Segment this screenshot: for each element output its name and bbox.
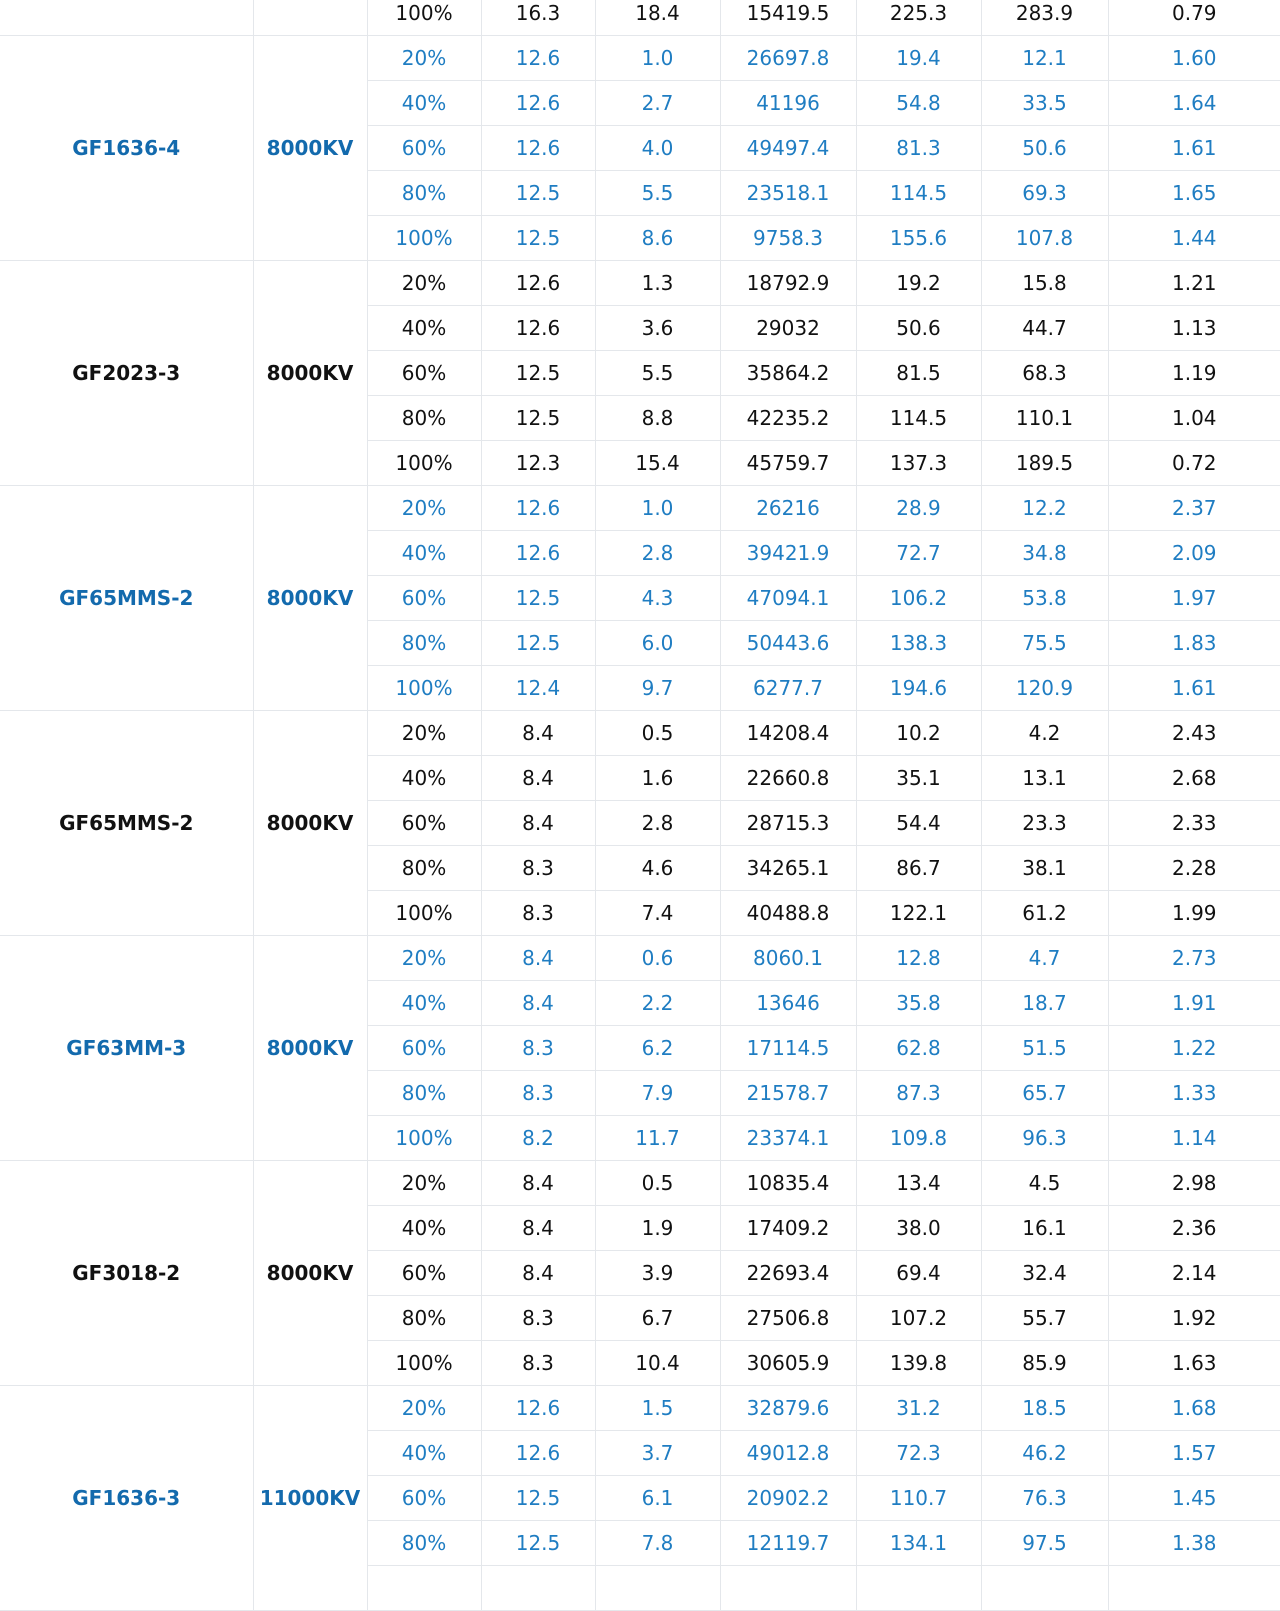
efficiency-cell: 1.19 bbox=[1108, 351, 1280, 396]
thrust-cell: 109.8 bbox=[856, 1116, 981, 1161]
voltage-cell: 12.6 bbox=[481, 1386, 595, 1431]
power-cell: 97.5 bbox=[981, 1521, 1108, 1566]
power-cell: 44.7 bbox=[981, 306, 1108, 351]
power-cell: 46.2 bbox=[981, 1431, 1108, 1476]
voltage-cell: 12.6 bbox=[481, 486, 595, 531]
throttle-cell: 60% bbox=[367, 1026, 481, 1071]
rpm-cell: 17114.5 bbox=[720, 1026, 856, 1071]
current-cell: 2.7 bbox=[595, 81, 720, 126]
efficiency-cell: 2.98 bbox=[1108, 1161, 1280, 1206]
efficiency-cell: 0.72 bbox=[1108, 441, 1280, 486]
current-cell: 9.7 bbox=[595, 666, 720, 711]
current-cell: 5.5 bbox=[595, 351, 720, 396]
power-cell: 120.9 bbox=[981, 666, 1108, 711]
efficiency-cell: 1.38 bbox=[1108, 1521, 1280, 1566]
thrust-cell bbox=[856, 1566, 981, 1611]
rpm-cell: 45759.7 bbox=[720, 441, 856, 486]
rpm-cell: 10835.4 bbox=[720, 1161, 856, 1206]
throttle-cell: 100% bbox=[367, 1341, 481, 1386]
throttle-cell: 100% bbox=[367, 441, 481, 486]
thrust-cell: 110.7 bbox=[856, 1476, 981, 1521]
thrust-cell: 31.2 bbox=[856, 1386, 981, 1431]
throttle-cell: 100% bbox=[367, 891, 481, 936]
power-cell: 53.8 bbox=[981, 576, 1108, 621]
model-cell bbox=[0, 0, 253, 36]
efficiency-cell: 1.22 bbox=[1108, 1026, 1280, 1071]
throttle-cell: 80% bbox=[367, 846, 481, 891]
table-row bbox=[0, 0, 1280, 36]
voltage-cell: 8.4 bbox=[481, 711, 595, 756]
rpm-cell: 39421.9 bbox=[720, 531, 856, 576]
current-cell: 2.8 bbox=[595, 801, 720, 846]
thrust-cell: 19.4 bbox=[856, 36, 981, 81]
voltage-cell: 8.4 bbox=[481, 1206, 595, 1251]
efficiency-cell: 1.91 bbox=[1108, 981, 1280, 1026]
power-cell: 61.2 bbox=[981, 891, 1108, 936]
table-row bbox=[0, 711, 1280, 756]
efficiency-cell: 1.45 bbox=[1108, 1476, 1280, 1521]
throttle-cell: 20% bbox=[367, 936, 481, 981]
current-cell: 6.2 bbox=[595, 1026, 720, 1071]
power-cell: 38.1 bbox=[981, 846, 1108, 891]
voltage-cell: 12.5 bbox=[481, 171, 595, 216]
power-cell: 33.5 bbox=[981, 81, 1108, 126]
efficiency-cell: 1.68 bbox=[1108, 1386, 1280, 1431]
rpm-cell: 21578.7 bbox=[720, 1071, 856, 1116]
current-cell: 10.4 bbox=[595, 1341, 720, 1386]
voltage-cell: 8.4 bbox=[481, 1161, 595, 1206]
voltage-cell: 12.5 bbox=[481, 576, 595, 621]
rpm-cell: 41196 bbox=[720, 81, 856, 126]
thrust-cell: 106.2 bbox=[856, 576, 981, 621]
kv-cell: 8000KV bbox=[253, 711, 367, 936]
rpm-cell: 40488.8 bbox=[720, 891, 856, 936]
throttle-cell: 80% bbox=[367, 1521, 481, 1566]
power-cell bbox=[981, 1566, 1108, 1611]
kv-cell: 8000KV bbox=[253, 486, 367, 711]
voltage-cell: 8.3 bbox=[481, 1026, 595, 1071]
kv-cell bbox=[253, 0, 367, 36]
current-cell: 7.9 bbox=[595, 1071, 720, 1116]
throttle-cell: 40% bbox=[367, 981, 481, 1026]
model-cell: GF63MM-3 bbox=[0, 936, 253, 1161]
thrust-cell: 28.9 bbox=[856, 486, 981, 531]
throttle-cell: 80% bbox=[367, 1296, 481, 1341]
current-cell: 6.7 bbox=[595, 1296, 720, 1341]
thrust-cell: 87.3 bbox=[856, 1071, 981, 1116]
voltage-cell: 12.6 bbox=[481, 306, 595, 351]
voltage-cell: 12.5 bbox=[481, 396, 595, 441]
current-cell: 7.4 bbox=[595, 891, 720, 936]
throttle-cell: 60% bbox=[367, 1251, 481, 1296]
voltage-cell: 8.3 bbox=[481, 846, 595, 891]
efficiency-cell: 2.43 bbox=[1108, 711, 1280, 756]
model-cell: GF1636-3 bbox=[0, 1386, 253, 1611]
thrust-cell: 155.6 bbox=[856, 216, 981, 261]
power-cell: 283.9 bbox=[981, 0, 1108, 36]
current-cell: 0.5 bbox=[595, 711, 720, 756]
current-cell: 15.4 bbox=[595, 441, 720, 486]
rpm-cell: 50443.6 bbox=[720, 621, 856, 666]
voltage-cell: 8.4 bbox=[481, 1251, 595, 1296]
rpm-cell: 35864.2 bbox=[720, 351, 856, 396]
throttle-cell: 60% bbox=[367, 801, 481, 846]
current-cell: 3.6 bbox=[595, 306, 720, 351]
table-row bbox=[0, 1386, 1280, 1431]
power-cell: 50.6 bbox=[981, 126, 1108, 171]
current-cell: 0.6 bbox=[595, 936, 720, 981]
voltage-cell: 12.6 bbox=[481, 36, 595, 81]
thrust-cell: 81.3 bbox=[856, 126, 981, 171]
voltage-cell: 12.6 bbox=[481, 261, 595, 306]
power-cell: 107.8 bbox=[981, 216, 1108, 261]
current-cell: 4.0 bbox=[595, 126, 720, 171]
throttle-cell: 40% bbox=[367, 306, 481, 351]
thrust-cell: 81.5 bbox=[856, 351, 981, 396]
rpm-cell: 13646 bbox=[720, 981, 856, 1026]
throttle-cell: 100% bbox=[367, 0, 481, 36]
power-cell: 18.7 bbox=[981, 981, 1108, 1026]
thrust-cell: 225.3 bbox=[856, 0, 981, 36]
power-cell: 15.8 bbox=[981, 261, 1108, 306]
thrust-cell: 35.8 bbox=[856, 981, 981, 1026]
thrust-cell: 194.6 bbox=[856, 666, 981, 711]
voltage-cell: 12.6 bbox=[481, 81, 595, 126]
rpm-cell: 30605.9 bbox=[720, 1341, 856, 1386]
voltage-cell: 12.6 bbox=[481, 531, 595, 576]
efficiency-cell: 1.61 bbox=[1108, 126, 1280, 171]
throttle-cell: 40% bbox=[367, 1206, 481, 1251]
current-cell: 3.9 bbox=[595, 1251, 720, 1296]
rpm-cell: 42235.2 bbox=[720, 396, 856, 441]
voltage-cell: 12.5 bbox=[481, 1476, 595, 1521]
voltage-cell: 8.4 bbox=[481, 801, 595, 846]
rpm-cell: 14208.4 bbox=[720, 711, 856, 756]
throttle-cell: 80% bbox=[367, 396, 481, 441]
current-cell: 8.6 bbox=[595, 216, 720, 261]
power-cell: 76.3 bbox=[981, 1476, 1108, 1521]
thrust-cell: 54.4 bbox=[856, 801, 981, 846]
voltage-cell: 16.3 bbox=[481, 0, 595, 36]
efficiency-cell: 2.68 bbox=[1108, 756, 1280, 801]
rpm-cell: 47094.1 bbox=[720, 576, 856, 621]
efficiency-cell: 2.37 bbox=[1108, 486, 1280, 531]
efficiency-cell: 2.09 bbox=[1108, 531, 1280, 576]
efficiency-cell: 1.64 bbox=[1108, 81, 1280, 126]
voltage-cell: 12.5 bbox=[481, 1521, 595, 1566]
efficiency-cell: 1.61 bbox=[1108, 666, 1280, 711]
rpm-cell: 32879.6 bbox=[720, 1386, 856, 1431]
throttle-cell: 80% bbox=[367, 171, 481, 216]
efficiency-cell: 1.13 bbox=[1108, 306, 1280, 351]
voltage-cell: 8.3 bbox=[481, 1296, 595, 1341]
kv-cell: 8000KV bbox=[253, 261, 367, 486]
rpm-cell: 27506.8 bbox=[720, 1296, 856, 1341]
thrust-cell: 12.8 bbox=[856, 936, 981, 981]
throttle-cell: 60% bbox=[367, 126, 481, 171]
thrust-cell: 54.8 bbox=[856, 81, 981, 126]
efficiency-cell: 1.60 bbox=[1108, 36, 1280, 81]
throttle-cell: 20% bbox=[367, 486, 481, 531]
rpm-cell: 12119.7 bbox=[720, 1521, 856, 1566]
throttle-cell: 40% bbox=[367, 531, 481, 576]
efficiency-cell: 2.14 bbox=[1108, 1251, 1280, 1296]
rpm-cell: 49497.4 bbox=[720, 126, 856, 171]
thrust-cell: 137.3 bbox=[856, 441, 981, 486]
rpm-cell: 29032 bbox=[720, 306, 856, 351]
voltage-cell: 12.5 bbox=[481, 621, 595, 666]
current-cell: 18.4 bbox=[595, 0, 720, 36]
thrust-cell: 139.8 bbox=[856, 1341, 981, 1386]
thrust-cell: 69.4 bbox=[856, 1251, 981, 1296]
power-cell: 13.1 bbox=[981, 756, 1108, 801]
power-cell: 34.8 bbox=[981, 531, 1108, 576]
voltage-cell bbox=[481, 1566, 595, 1611]
voltage-cell: 8.2 bbox=[481, 1116, 595, 1161]
power-cell: 65.7 bbox=[981, 1071, 1108, 1116]
power-cell: 75.5 bbox=[981, 621, 1108, 666]
current-cell: 1.3 bbox=[595, 261, 720, 306]
thrust-cell: 50.6 bbox=[856, 306, 981, 351]
rpm-cell: 20902.2 bbox=[720, 1476, 856, 1521]
efficiency-cell: 1.44 bbox=[1108, 216, 1280, 261]
rpm-cell: 9758.3 bbox=[720, 216, 856, 261]
rpm-cell: 23374.1 bbox=[720, 1116, 856, 1161]
power-cell: 189.5 bbox=[981, 441, 1108, 486]
table-row bbox=[0, 486, 1280, 531]
kv-cell: 8000KV bbox=[253, 36, 367, 261]
power-cell: 96.3 bbox=[981, 1116, 1108, 1161]
thrust-cell: 19.2 bbox=[856, 261, 981, 306]
throttle-cell: 80% bbox=[367, 1071, 481, 1116]
current-cell: 2.8 bbox=[595, 531, 720, 576]
voltage-cell: 8.3 bbox=[481, 1071, 595, 1116]
power-cell: 69.3 bbox=[981, 171, 1108, 216]
current-cell: 2.2 bbox=[595, 981, 720, 1026]
power-cell: 4.5 bbox=[981, 1161, 1108, 1206]
throttle-cell: 40% bbox=[367, 756, 481, 801]
thrust-cell: 114.5 bbox=[856, 171, 981, 216]
efficiency-cell: 1.04 bbox=[1108, 396, 1280, 441]
current-cell: 7.8 bbox=[595, 1521, 720, 1566]
thrust-cell: 86.7 bbox=[856, 846, 981, 891]
rpm-cell: 22660.8 bbox=[720, 756, 856, 801]
efficiency-cell: 1.63 bbox=[1108, 1341, 1280, 1386]
efficiency-cell: 2.28 bbox=[1108, 846, 1280, 891]
throttle-cell: 20% bbox=[367, 261, 481, 306]
rpm-cell: 18792.9 bbox=[720, 261, 856, 306]
model-cell: GF3018-2 bbox=[0, 1161, 253, 1386]
current-cell: 11.7 bbox=[595, 1116, 720, 1161]
efficiency-cell: 1.99 bbox=[1108, 891, 1280, 936]
throttle-cell: 20% bbox=[367, 1386, 481, 1431]
rpm-cell: 15419.5 bbox=[720, 0, 856, 36]
power-cell: 16.1 bbox=[981, 1206, 1108, 1251]
voltage-cell: 12.4 bbox=[481, 666, 595, 711]
rpm-cell bbox=[720, 1566, 856, 1611]
rpm-cell: 6277.7 bbox=[720, 666, 856, 711]
thrust-cell: 62.8 bbox=[856, 1026, 981, 1071]
voltage-cell: 12.5 bbox=[481, 216, 595, 261]
current-cell bbox=[595, 1566, 720, 1611]
thrust-cell: 13.4 bbox=[856, 1161, 981, 1206]
power-cell: 85.9 bbox=[981, 1341, 1108, 1386]
voltage-cell: 8.3 bbox=[481, 1341, 595, 1386]
thrust-cell: 107.2 bbox=[856, 1296, 981, 1341]
throttle-cell: 20% bbox=[367, 36, 481, 81]
current-cell: 3.7 bbox=[595, 1431, 720, 1476]
throttle-cell: 40% bbox=[367, 81, 481, 126]
throttle-cell: 20% bbox=[367, 711, 481, 756]
voltage-cell: 12.6 bbox=[481, 1431, 595, 1476]
efficiency-cell: 0.79 bbox=[1108, 0, 1280, 36]
voltage-cell: 8.4 bbox=[481, 756, 595, 801]
current-cell: 5.5 bbox=[595, 171, 720, 216]
model-cell: GF2023-3 bbox=[0, 261, 253, 486]
power-cell: 12.1 bbox=[981, 36, 1108, 81]
current-cell: 6.1 bbox=[595, 1476, 720, 1521]
rpm-cell: 22693.4 bbox=[720, 1251, 856, 1296]
throttle-cell: 60% bbox=[367, 576, 481, 621]
current-cell: 1.0 bbox=[595, 486, 720, 531]
rpm-cell: 23518.1 bbox=[720, 171, 856, 216]
rpm-cell: 34265.1 bbox=[720, 846, 856, 891]
voltage-cell: 8.3 bbox=[481, 891, 595, 936]
rpm-cell: 17409.2 bbox=[720, 1206, 856, 1251]
efficiency-cell: 2.33 bbox=[1108, 801, 1280, 846]
rpm-cell: 28715.3 bbox=[720, 801, 856, 846]
thrust-cell: 72.3 bbox=[856, 1431, 981, 1476]
rpm-cell: 8060.1 bbox=[720, 936, 856, 981]
power-cell: 23.3 bbox=[981, 801, 1108, 846]
current-cell: 8.8 bbox=[595, 396, 720, 441]
efficiency-cell: 1.14 bbox=[1108, 1116, 1280, 1161]
throttle-cell bbox=[367, 1566, 481, 1611]
efficiency-cell: 1.33 bbox=[1108, 1071, 1280, 1116]
voltage-cell: 12.6 bbox=[481, 126, 595, 171]
kv-cell: 8000KV bbox=[253, 936, 367, 1161]
efficiency-cell: 1.57 bbox=[1108, 1431, 1280, 1476]
power-cell: 51.5 bbox=[981, 1026, 1108, 1071]
efficiency-cell: 1.97 bbox=[1108, 576, 1280, 621]
current-cell: 4.6 bbox=[595, 846, 720, 891]
thrust-cell: 10.2 bbox=[856, 711, 981, 756]
throttle-cell: 100% bbox=[367, 216, 481, 261]
throttle-cell: 100% bbox=[367, 666, 481, 711]
rpm-cell: 49012.8 bbox=[720, 1431, 856, 1476]
power-cell: 12.2 bbox=[981, 486, 1108, 531]
power-cell: 4.7 bbox=[981, 936, 1108, 981]
current-cell: 6.0 bbox=[595, 621, 720, 666]
thrust-cell: 114.5 bbox=[856, 396, 981, 441]
table-row bbox=[0, 261, 1280, 306]
current-cell: 4.3 bbox=[595, 576, 720, 621]
table-row bbox=[0, 36, 1280, 81]
power-cell: 4.2 bbox=[981, 711, 1108, 756]
voltage-cell: 8.4 bbox=[481, 981, 595, 1026]
efficiency-cell: 1.83 bbox=[1108, 621, 1280, 666]
current-cell: 0.5 bbox=[595, 1161, 720, 1206]
current-cell: 1.0 bbox=[595, 36, 720, 81]
efficiency-cell: 2.36 bbox=[1108, 1206, 1280, 1251]
throttle-cell: 20% bbox=[367, 1161, 481, 1206]
power-cell: 68.3 bbox=[981, 351, 1108, 396]
thrust-cell: 138.3 bbox=[856, 621, 981, 666]
model-cell: GF65MMS-2 bbox=[0, 711, 253, 936]
efficiency-cell: 1.21 bbox=[1108, 261, 1280, 306]
current-cell: 1.9 bbox=[595, 1206, 720, 1251]
model-cell: GF65MMS-2 bbox=[0, 486, 253, 711]
power-cell: 110.1 bbox=[981, 396, 1108, 441]
rpm-cell: 26697.8 bbox=[720, 36, 856, 81]
current-cell: 1.5 bbox=[595, 1386, 720, 1431]
voltage-cell: 8.4 bbox=[481, 936, 595, 981]
table-row bbox=[0, 1161, 1280, 1206]
table-row bbox=[0, 936, 1280, 981]
voltage-cell: 12.3 bbox=[481, 441, 595, 486]
current-cell: 1.6 bbox=[595, 756, 720, 801]
kv-cell: 8000KV bbox=[253, 1161, 367, 1386]
kv-cell: 11000KV bbox=[253, 1386, 367, 1611]
thrust-cell: 38.0 bbox=[856, 1206, 981, 1251]
throttle-cell: 40% bbox=[367, 1431, 481, 1476]
model-cell: GF1636-4 bbox=[0, 36, 253, 261]
throttle-cell: 80% bbox=[367, 621, 481, 666]
throttle-cell: 60% bbox=[367, 1476, 481, 1521]
thrust-cell: 35.1 bbox=[856, 756, 981, 801]
efficiency-cell bbox=[1108, 1566, 1280, 1611]
power-cell: 55.7 bbox=[981, 1296, 1108, 1341]
thrust-cell: 122.1 bbox=[856, 891, 981, 936]
efficiency-cell: 2.73 bbox=[1108, 936, 1280, 981]
throttle-cell: 60% bbox=[367, 351, 481, 396]
thrust-cell: 134.1 bbox=[856, 1521, 981, 1566]
rpm-cell: 26216 bbox=[720, 486, 856, 531]
efficiency-cell: 1.65 bbox=[1108, 171, 1280, 216]
thrust-cell: 72.7 bbox=[856, 531, 981, 576]
efficiency-cell: 1.92 bbox=[1108, 1296, 1280, 1341]
throttle-cell: 100% bbox=[367, 1116, 481, 1161]
voltage-cell: 12.5 bbox=[481, 351, 595, 396]
power-cell: 32.4 bbox=[981, 1251, 1108, 1296]
power-cell: 18.5 bbox=[981, 1386, 1108, 1431]
